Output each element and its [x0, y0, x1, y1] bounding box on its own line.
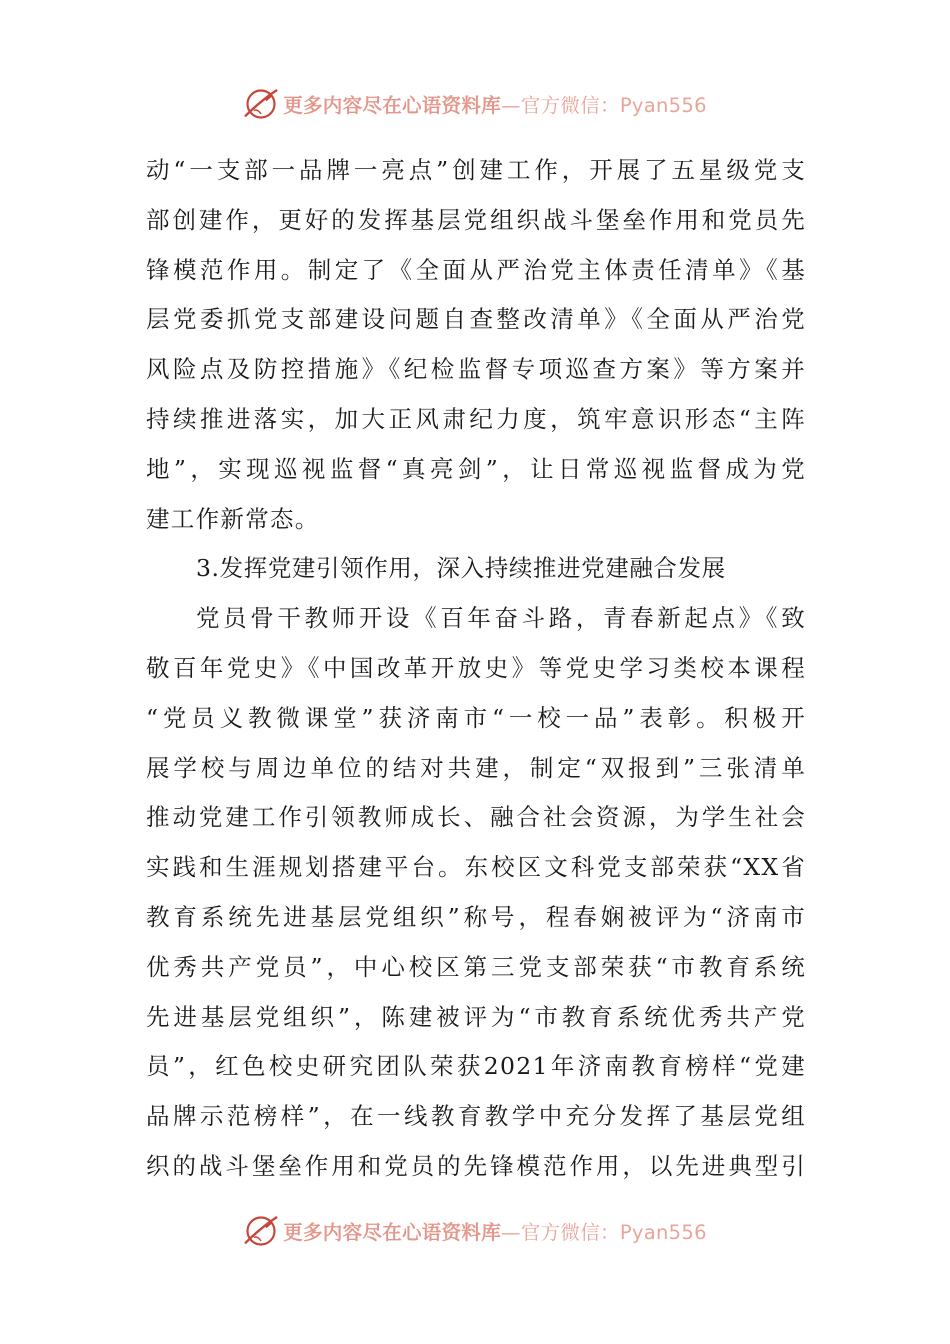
text-line: 锋模范作用。制定了《全面从严治党主体责任清单》《基	[146, 255, 806, 284]
text-line: 织的战斗堡垒作用和党员的先锋模范作用，以先进典型引	[146, 1151, 806, 1180]
text-line: 持续推进落实，加大正风肃纪力度，筑牢意识形态“主阵	[146, 404, 806, 433]
text-line: “党员义教微课堂”获济南市“一校一品”表彰。积极开	[146, 703, 806, 732]
text-line: 部创建作，更好的发挥基层党组织战斗堡垒作用和党员先	[146, 205, 806, 234]
banner-text	[283, 1217, 707, 1245]
section-heading: 3.发挥党建引领作用，深入持续推进党建融合发展	[196, 554, 726, 583]
text-line: 展学校与周边单位的结对共建，制定“双报到”三张清单	[146, 753, 806, 782]
wechat-id: Pyan556	[619, 94, 707, 117]
document-body	[146, 146, 806, 1192]
text-line: 教育系统先进基层党组织”称号，程春娴被评为“济南市	[146, 902, 806, 931]
text-line: 员”，红色校史研究团队荣获2021年济南教育榜样“党建	[146, 1052, 806, 1081]
wechat-label: 官方微信：	[520, 94, 620, 117]
text-line: 党员骨干教师开设《百年奋斗路，青春新起点》《致	[196, 604, 806, 633]
banner-dash: —	[501, 1221, 521, 1244]
text-line: 优秀共产党员”，中心校区第三党支部荣获“市教育系统	[146, 952, 806, 981]
text-line: 品牌示范榜样”，在一线教育教学中充分发挥了基层党组	[146, 1102, 806, 1131]
library-name: 更多内容尽在心语资料库	[283, 94, 502, 117]
wechat-label: 官方微信：	[520, 1221, 620, 1244]
library-name: 更多内容尽在心语资料库	[283, 1221, 502, 1244]
text-line: 敬百年党史》《中国改革开放史》等党史学习类校本课程	[146, 653, 806, 682]
text-line: 推动党建工作引领教师成长、融合社会资源，为学生社会	[146, 803, 806, 832]
banner-text	[283, 90, 707, 118]
text-line: 实践和生涯规划搭建平台。东校区文科党支部荣获“XX省	[146, 853, 806, 882]
text-line: 动“一支部一品牌一亮点”创建工作，开展了五星级党支	[146, 156, 806, 184]
text-line: 先进基层党组织”，陈建被评为“市教育系统优秀共产党	[146, 1002, 806, 1031]
banner-dash: —	[501, 94, 521, 117]
wechat-id: Pyan556	[619, 1221, 707, 1244]
pen-logo-icon	[243, 86, 279, 122]
text-line: 地”，实现巡视监督“真亮剑”，让日常巡视监督成为党	[146, 454, 806, 483]
text-line: 建工作新常态。	[146, 504, 320, 533]
text-line: 风险点及防控措施》《纪检监督专项巡查方案》等方案并	[146, 355, 806, 384]
pen-logo-icon	[243, 1213, 279, 1249]
header-watermark-banner	[0, 82, 950, 126]
text-line: 层党委抓党支部建设问题自查整改清单》《全面从严治党	[146, 305, 806, 334]
footer-watermark-banner	[0, 1209, 950, 1253]
